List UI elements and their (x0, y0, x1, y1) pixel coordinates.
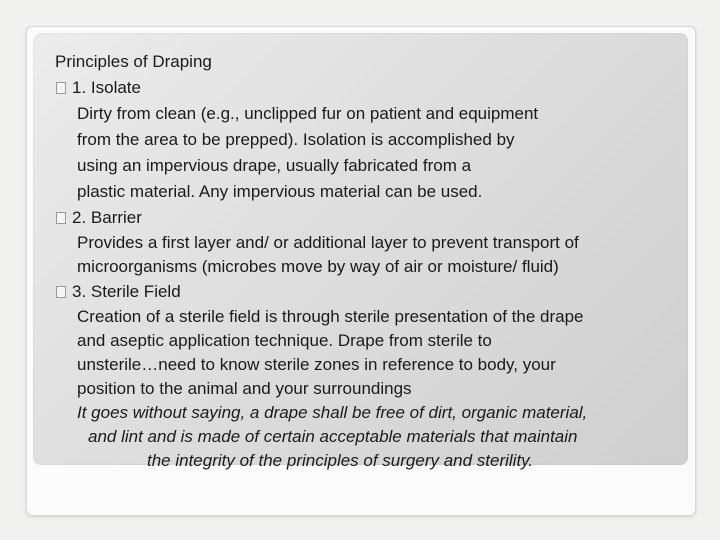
body-line: position to the animal and your surroundings (77, 379, 412, 398)
body-line: plastic material. Any impervious material can be used. (77, 182, 483, 201)
bullet-box-icon (56, 286, 66, 298)
section-body (55, 101, 695, 205)
bullet-box-icon (56, 212, 66, 224)
body-line: Dirty from clean (e.g., unclipped fur on patient and equipment (77, 104, 539, 123)
body-line: and aseptic application technique. Drape from sterile to (77, 331, 492, 350)
section-body (55, 305, 695, 401)
slide-title: Principles of Draping (55, 52, 212, 71)
closing-note (55, 401, 695, 473)
bullet-isolate (55, 75, 695, 101)
body-line: Provides a first layer and/ or additional layer to prevent transport of (77, 233, 579, 252)
section-heading: 1. Isolate (72, 78, 141, 97)
body-line: microorganisms (microbes move by way of air or moisture/ fluid) (77, 257, 559, 276)
section-body (55, 231, 695, 279)
body-line: using an impervious drape, usually fabricated from a (77, 156, 472, 175)
bullet-box-icon (56, 82, 66, 94)
closing-line: the integrity of the principles of surgery and sterility. (147, 451, 534, 470)
closing-line: It goes without saying, a drape shall be free of dirt, organic material, (77, 403, 588, 422)
section-heading: 3. Sterile Field (72, 282, 181, 301)
slide-text (55, 49, 695, 473)
bullet-barrier (55, 205, 695, 231)
body-line: unsterile…need to know sterile zones in reference to body, your (77, 355, 556, 374)
section-heading: 2. Barrier (72, 208, 142, 227)
body-line: Creation of a sterile field is through sterile presentation of the drape (77, 307, 584, 326)
bullet-sterile-field (55, 279, 695, 305)
body-line: from the area to be prepped). Isolation is accomplished by (77, 130, 515, 149)
closing-line: and lint and is made of certain acceptable materials that maintain (88, 427, 578, 446)
